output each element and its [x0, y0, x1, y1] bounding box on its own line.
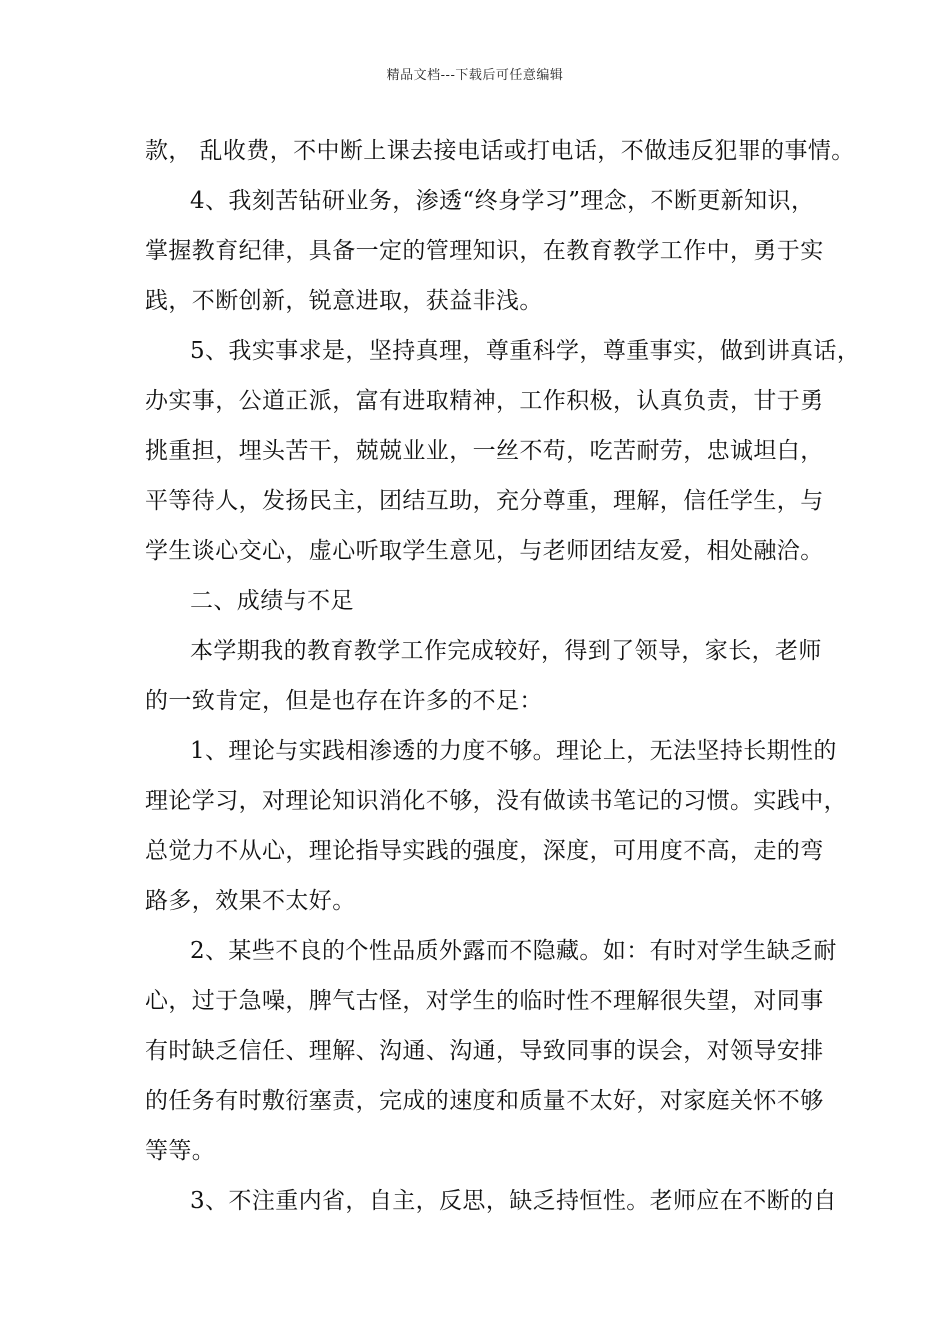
body-line: 等等。 — [145, 1138, 216, 1164]
body-line: 践，不断创新，锐意进取，获益非浅。 — [145, 288, 543, 314]
body-line: 款， 乱收费，不中断上课去接电话或打电话，不做违反犯罪的事情。 — [145, 138, 855, 164]
body-line: 5、我实事求是，坚持真理，尊重科学，尊重事实，做到讲真话， — [190, 338, 861, 364]
body-line: 路多，效果不太好。 — [145, 888, 356, 914]
page-header: 精品文档---下载后可任意编辑 — [386, 68, 564, 83]
body-line: 有时缺乏信任、理解、沟通、沟通，导致同事的误会，对领导安排 — [145, 1038, 824, 1064]
body-line: 心，过于急噪，脾气古怪，对学生的临时性不理解很失望，对同事 — [145, 988, 824, 1014]
body-line: 的一致肯定，但是也存在许多的不足： — [145, 688, 543, 714]
body-line: 本学期我的教育教学工作完成较好，得到了领导，家长，老师 — [190, 638, 822, 664]
body-line: 总觉力不从心，理论指导实践的强度，深度，可用度不高，走的弯 — [145, 838, 824, 864]
body-line: 的任务有时敷衍塞责，完成的速度和质量不太好，对家庭关怀不够 — [145, 1088, 824, 1114]
body-line: 挑重担，埋头苦干，兢兢业业，一丝不苟，吃苦耐劳，忠诚坦白， — [145, 438, 824, 464]
section-heading: 二、成绩与不足 — [190, 588, 354, 614]
body-line: 学生谈心交心，虚心听取学生意见，与老师团结友爱，相处融洽。 — [145, 538, 824, 564]
body-line: 理论学习，对理论知识消化不够，没有做读书笔记的习惯。实践中， — [145, 788, 847, 814]
body-line: 平等待人，发扬民主，团结互助，充分尊重，理解，信任学生，与 — [145, 488, 824, 514]
body-line: 4、我刻苦钻研业务，渗透“终身学习”理念，不断更新知识， — [190, 188, 815, 214]
body-line: 办实事，公道正派，富有进取精神，工作积极，认真负责，甘于勇 — [145, 388, 824, 414]
body-line: 1、理论与实践相渗透的力度不够。理论上，无法坚持长期性的 — [190, 738, 837, 764]
body-line: 掌握教育纪律，具备一定的管理知识，在教育教学工作中，勇于实 — [145, 238, 824, 264]
body-line: 3、不注重内省，自主，反思，缺乏持恒性。老师应在不断的自 — [190, 1188, 837, 1214]
body-line: 2、某些不良的个性品质外露而不隐藏。如：有时对学生缺乏耐 — [190, 938, 837, 964]
